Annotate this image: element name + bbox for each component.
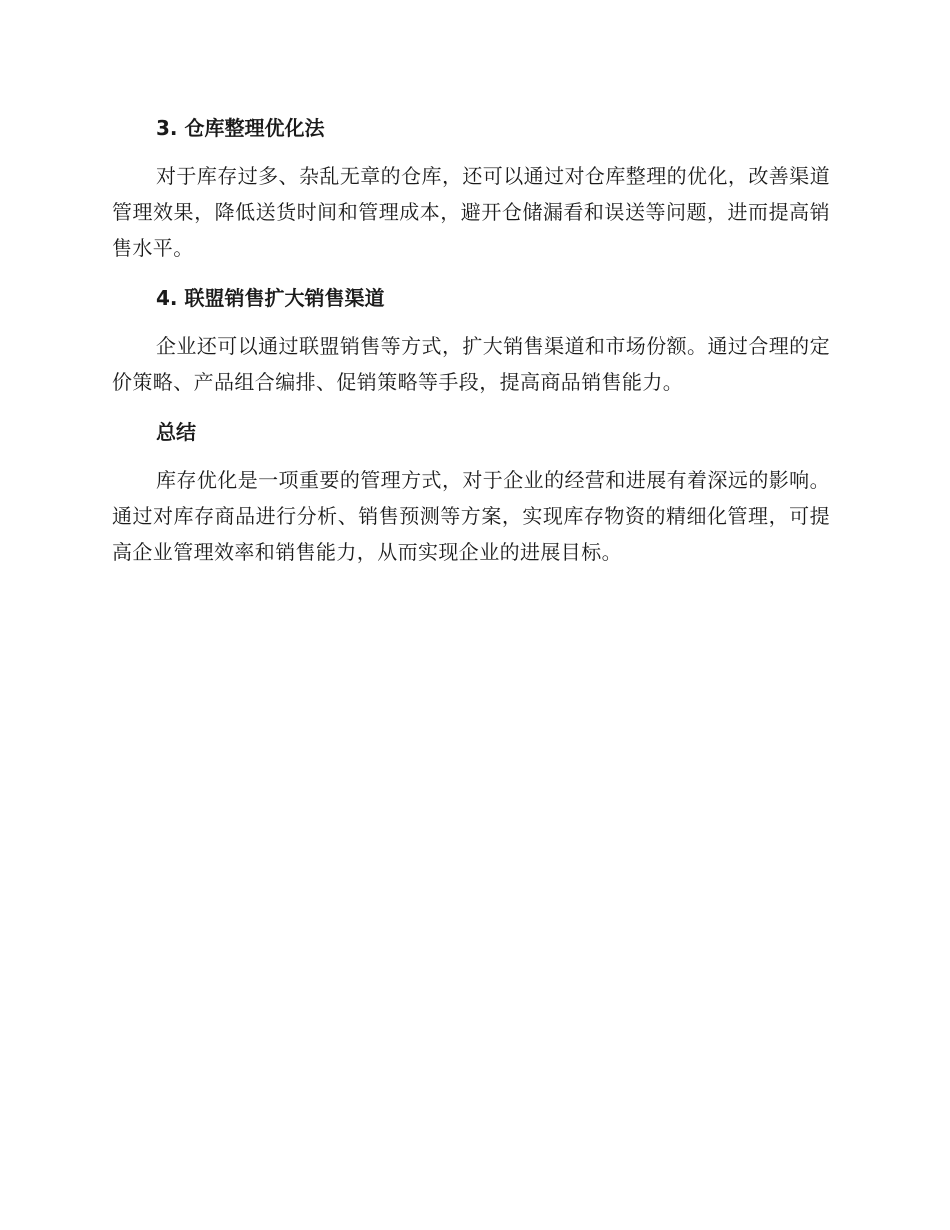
section-warehouse-optimization <box>112 108 830 266</box>
section-paragraph: 对于库存过多、杂乱无章的仓库，还可以通过对仓库整理的优化，改善渠道管理效果，降低送货时间和管理成本，避开仓储漏看和误送等问题，进而提高销售水平。 <box>112 164 830 260</box>
section-heading: 3. 仓库整理优化法 <box>156 116 325 140</box>
document-content <box>112 108 830 582</box>
section-summary <box>112 412 830 570</box>
section-alliance-sales <box>112 278 830 400</box>
section-heading: 4. 联盟销售扩大销售渠道 <box>156 286 385 310</box>
section-paragraph: 企业还可以通过联盟销售等方式，扩大销售渠道和市场份额。通过合理的定价策略、产品组合编排、促销策略等手段，提高商品销售能力。 <box>112 334 830 394</box>
section-heading: 总结 <box>156 420 196 444</box>
section-paragraph: 库存优化是一项重要的管理方式，对于企业的经营和进展有着深远的影响。通过对库存商品进行分析、销售预测等方案，实现库存物资的精细化管理，可提高企业管理效率和销售能力，从而实现企业的进展目标。 <box>112 468 830 564</box>
